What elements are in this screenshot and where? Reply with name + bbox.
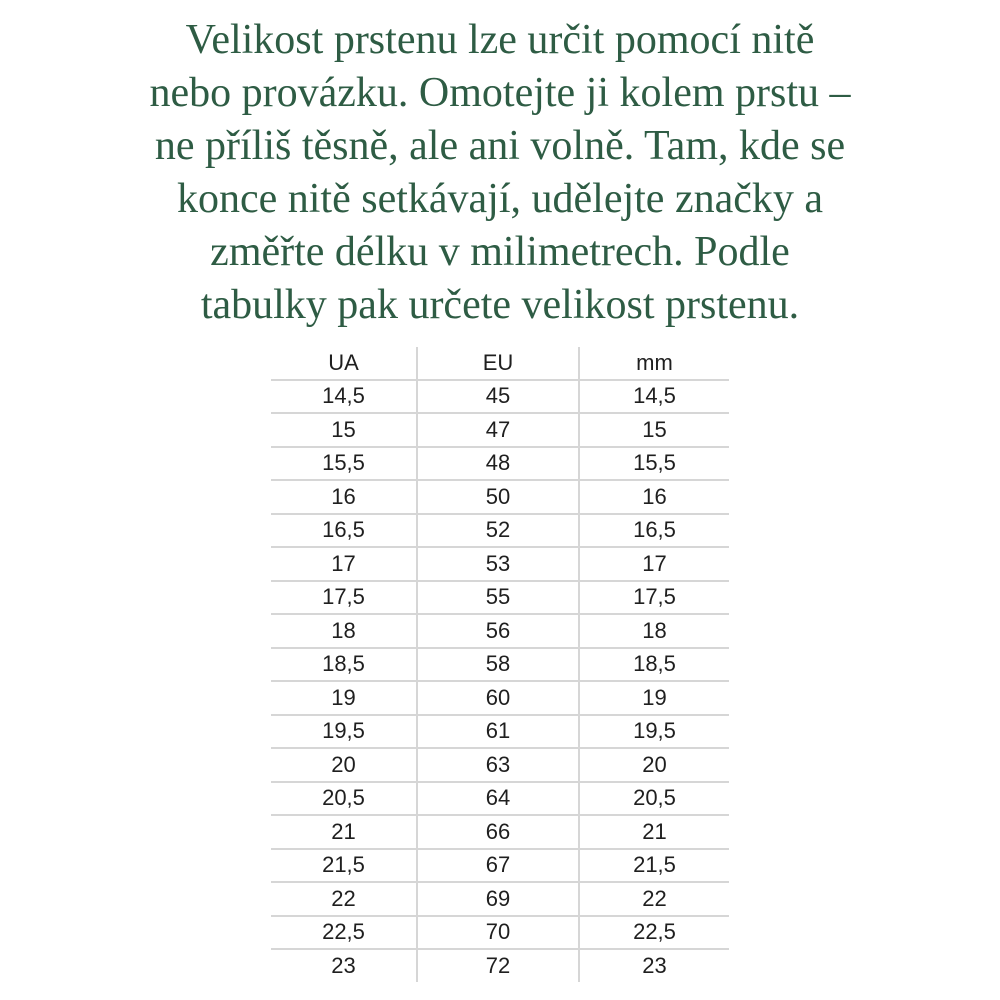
column-header-ua: UA — [271, 347, 417, 380]
table-cell: 17,5 — [271, 581, 417, 615]
table-cell: 16,5 — [579, 514, 729, 548]
table-cell: 15,5 — [271, 447, 417, 481]
intro-line-4: konce nitě setkávají, udělejte značky a — [176, 176, 824, 222]
table-cell: 20,5 — [271, 782, 417, 816]
table-cell: 22,5 — [579, 916, 729, 950]
table-cell: 48 — [417, 447, 579, 481]
table-cell: 19,5 — [271, 715, 417, 749]
table-cell: 20,5 — [579, 782, 729, 816]
table-row — [271, 715, 729, 749]
table-cell: 19 — [271, 681, 417, 715]
table-row — [271, 949, 729, 982]
table-cell: 50 — [417, 480, 579, 514]
table-cell: 19,5 — [579, 715, 729, 749]
column-header-eu: EU — [417, 347, 579, 380]
intro-line-1: Velikost prstenu lze určit pomocí nitě — [185, 17, 815, 63]
table-cell: 63 — [417, 748, 579, 782]
table-cell: 18 — [579, 614, 729, 648]
table-cell: 21 — [579, 815, 729, 849]
table-cell: 53 — [417, 547, 579, 581]
table-cell: 60 — [417, 681, 579, 715]
table-cell: 55 — [417, 581, 579, 615]
table-cell: 45 — [417, 380, 579, 414]
table-row — [271, 815, 729, 849]
table-row — [271, 681, 729, 715]
intro-text — [0, 0, 1000, 332]
table-cell: 18,5 — [271, 648, 417, 682]
table-cell: 22 — [271, 882, 417, 916]
table-body — [271, 380, 729, 982]
table-cell: 58 — [417, 648, 579, 682]
table-row — [271, 782, 729, 816]
table-cell: 17 — [271, 547, 417, 581]
table-cell: 14,5 — [271, 380, 417, 414]
ring-size-table — [271, 347, 729, 982]
table-cell: 64 — [417, 782, 579, 816]
table-row — [271, 547, 729, 581]
table-row — [271, 380, 729, 414]
table-cell: 21 — [271, 815, 417, 849]
column-header-mm: mm — [579, 347, 729, 380]
table-row — [271, 916, 729, 950]
table-cell: 16,5 — [271, 514, 417, 548]
table-cell: 19 — [579, 681, 729, 715]
table-cell: 15,5 — [579, 447, 729, 481]
table-cell: 22 — [579, 882, 729, 916]
table-cell: 47 — [417, 413, 579, 447]
table-cell: 72 — [417, 949, 579, 982]
table-cell: 67 — [417, 849, 579, 883]
table-cell: 61 — [417, 715, 579, 749]
table-cell: 23 — [331, 952, 356, 978]
table-cell: 15 — [271, 413, 417, 447]
table-row — [271, 614, 729, 648]
table-header — [271, 347, 729, 380]
table-cell: 66 — [417, 815, 579, 849]
table-cell: 17,5 — [579, 581, 729, 615]
table-cell: 18,5 — [579, 648, 729, 682]
table-row — [271, 849, 729, 883]
table-cell: 52 — [417, 514, 579, 548]
table-row — [271, 882, 729, 916]
table-cell: 70 — [417, 916, 579, 950]
table-row — [271, 447, 729, 481]
table-cell: 20 — [579, 748, 729, 782]
table-row — [271, 413, 729, 447]
table-cell: 21,5 — [579, 849, 729, 883]
table-header-row — [271, 347, 729, 380]
table-cell: 18 — [271, 614, 417, 648]
intro-line-3: ne příliš těsně, ale ani volně. Tam, kde se — [154, 123, 846, 169]
table-cell: 21,5 — [271, 849, 417, 883]
intro-line-5: změřte délku v milimetrech. Podle — [210, 229, 790, 275]
intro-line-6: tabulky pak určete velikost prstenu. — [200, 282, 800, 328]
table-cell: 16 — [271, 480, 417, 514]
table-cell: 56 — [417, 614, 579, 648]
table-row — [271, 581, 729, 615]
table-row — [271, 480, 729, 514]
table-cell: 69 — [417, 882, 579, 916]
table-row — [271, 648, 729, 682]
table-cell: 16 — [579, 480, 729, 514]
table-cell: 20 — [271, 748, 417, 782]
table-cell: 15 — [579, 413, 729, 447]
intro-line-2: nebo provázku. Omotejte ji kolem prstu – — [149, 70, 851, 116]
table-cell: 23 — [642, 952, 667, 978]
table-cell: 17 — [579, 547, 729, 581]
table-row — [271, 748, 729, 782]
table-cell: 22,5 — [271, 916, 417, 950]
table-cell: 14,5 — [579, 380, 729, 414]
table-row — [271, 514, 729, 548]
